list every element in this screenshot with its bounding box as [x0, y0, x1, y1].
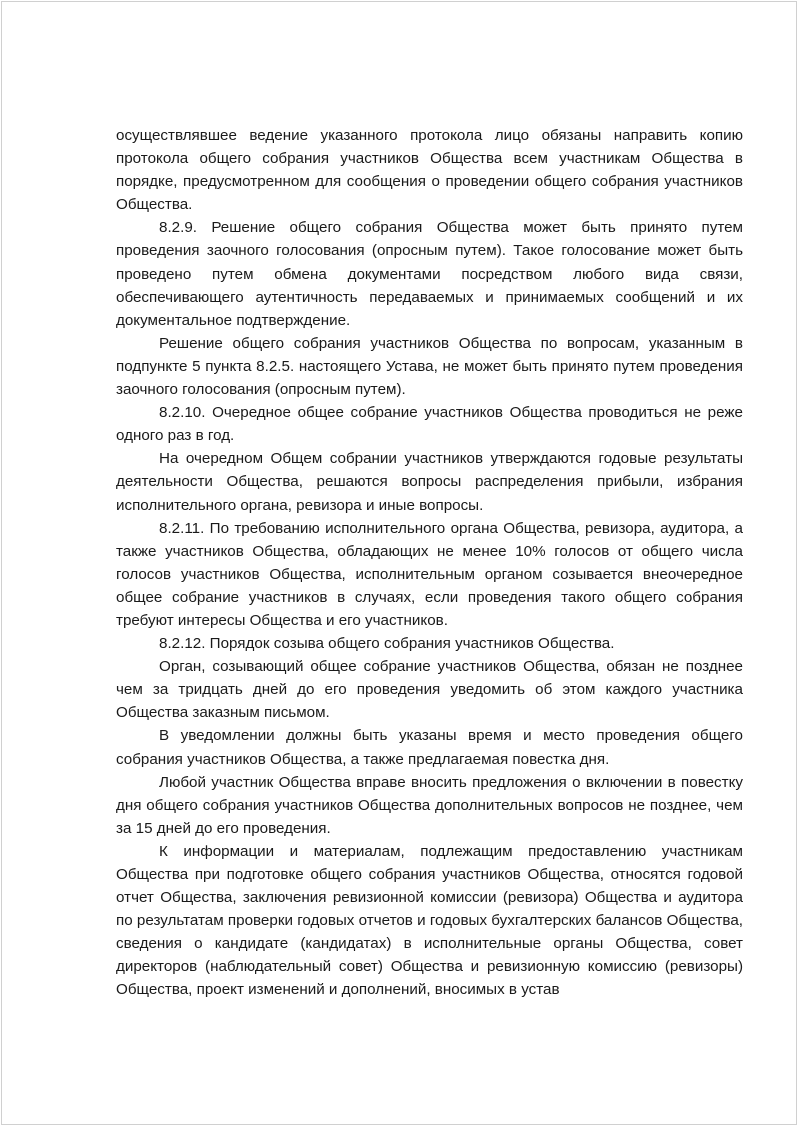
paragraph-10: Любой участник Общества вправе вносить предложения о включении в повестку дня общего собрания участников Общества дополнительных вопросов не позднее, чем за 15 дней до его проведения.: [116, 773, 743, 837]
paragraph-8: Орган, созывающий общее собрание участников Общества, обязан не позднее чем за тридцать дней до его проведения уведомить об этом каждого участника Общества заказным письмом.: [116, 658, 743, 722]
paragraph-6: 8.2.11. По требованию исполнительного органа Общества, ревизора, аудитора, а также участников Общества, обладающих не менее 10% голосов от общего числа голосов участников Общества, исполнительным органом созывается внеочередное общее собрание участников в случаях, если проведения такого общего собрания требуют интересы Общества и его участников.: [116, 519, 743, 629]
paragraph-2: 8.2.9. Решение общего собрания Общества может быть принято путем проведения заочного голосования (опросным путем). Такое голосование может быть проведено путем обмена документами посредством любого вида связи, обеспечивающего аутентичность передаваемых и принимаемых сообщений и их документальное подтверждение.: [116, 219, 743, 329]
paragraph-9: В уведомлении должны быть указаны время и место проведения общего собрания участников Общества, а также предлагаемая повестка дня.: [116, 727, 743, 768]
document-body: [116, 124, 743, 1002]
paragraph-11: К информации и материалам, подлежащим предоставлению участникам Общества при подготовке общего собрания участников Общества, относятся годовой отчет Общества, заключения ревизионной комиссии (ревизора) Общества и аудитора по результатам проверки годовых отчетов и годовых бухгалтерских балансов Общества, сведения о кандидате (кандидатах) в исполнительные органы Общества, совет директоров (наблюдательный совет) Общества и ревизионную комиссию (ревизоры) Общества, проект изменений и дополнений, вносимых в устав: [116, 842, 743, 999]
paragraph-7: 8.2.12. Порядок созыва общего собрания участников Общества.: [159, 635, 615, 653]
paragraph-3: Решение общего собрания участников Общества по вопросам, указанным в подпункте 5 пункта 8.2.5. настоящего Устава, не может быть принято путем проведения заочного голосования (опросным путем).: [116, 334, 743, 399]
paragraph-1: осуществлявшее ведение указанного протокола лицо обязаны направить копию протокола общего собрания участников Общества всем участникам Общества в порядке, предусмотренном для сообщения о проведении общего собрания участников Общества.: [116, 127, 743, 214]
document-page: [1, 1, 797, 1125]
paragraph-5: На очередном Общем собрании участников утверждаются годовые результаты деятельности Общества, решаются вопросы распределения прибыли, избрания исполнительного органа, ревизора и иные вопросы.: [116, 450, 743, 514]
paragraph-4: 8.2.10. Очередное общее собрание участников Общества проводиться не реже одного раз в год.: [116, 404, 743, 445]
